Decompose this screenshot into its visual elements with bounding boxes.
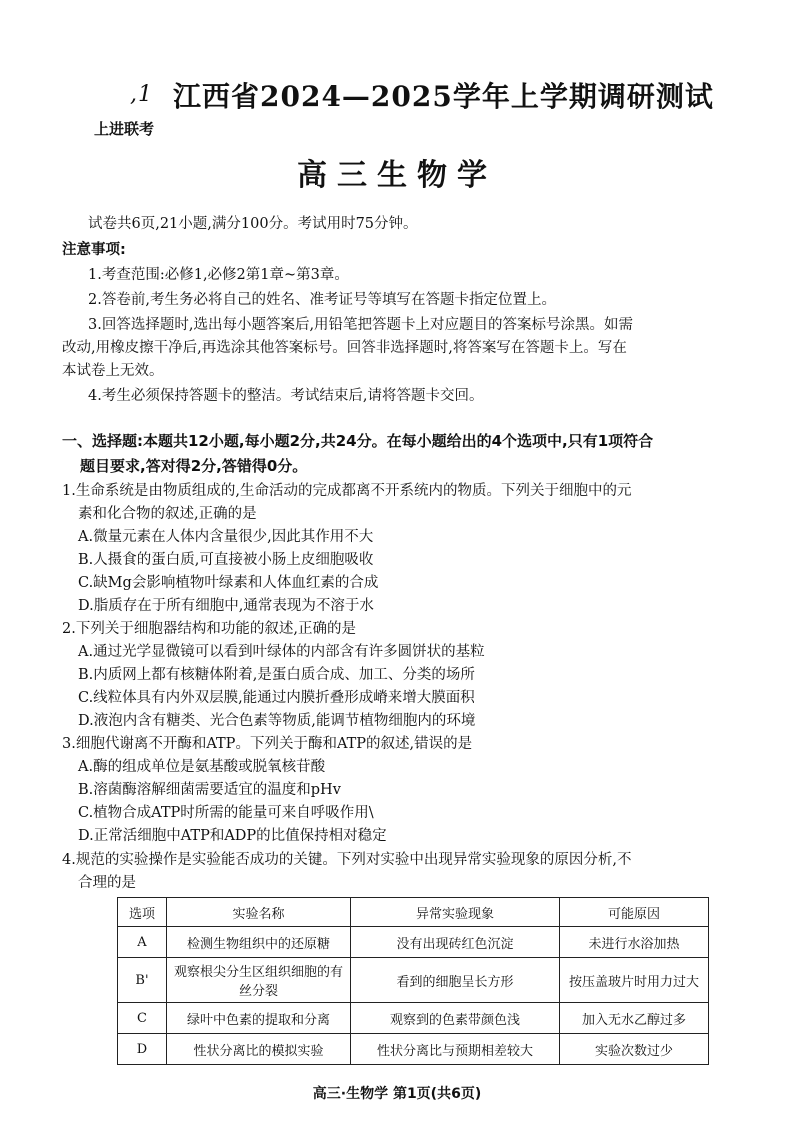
- experiment-table: [117, 897, 709, 1065]
- section-heading: 一、选择题:本题共12小题,每小题2分,共24分。在每小题给出的4个选项中,只有1项符合: [62, 432, 654, 450]
- table-cell: C: [118, 1003, 167, 1034]
- table-row: [118, 1034, 709, 1065]
- question-1-stem-cont: 素和化合物的叙述,正确的是: [78, 506, 257, 522]
- question-2-option-b: B.内质网上都有核糖体附着,是蛋白质合成、加工、分类的场所: [78, 667, 475, 683]
- subject-title: 高三生物学: [297, 158, 497, 193]
- column-header: 可能原因: [560, 898, 709, 927]
- question-3-stem: 3.细胞代谢离不开酶和ATP。下列关于酶和ATP的叙述,错误的是: [62, 736, 473, 752]
- notes-heading: 注意事项:: [62, 242, 126, 258]
- column-header: 实验名称: [167, 898, 351, 927]
- column-header: 选项: [118, 898, 167, 927]
- question-2-option-d: D.液泡内含有糖类、光合色素等物质,能调节植物细胞内的环境: [78, 713, 476, 729]
- table-cell: 观察根尖分生区组织细胞的有丝分裂: [167, 958, 351, 1003]
- note-item: 4.考生必须保持答题卡的整洁。考试结束后,请将答题卡交回。: [88, 388, 484, 404]
- intro-text: 试卷共6页,21小题,满分100分。考试用时75分钟。: [88, 216, 418, 232]
- table-cell: 性状分离比的模拟实验: [167, 1034, 351, 1065]
- question-1-option-c: C.缺Mg会影响植物叶绿素和人体血红素的合成: [78, 575, 379, 591]
- table-cell: 实验次数过少: [560, 1034, 709, 1065]
- exam-organization: 上进联考: [94, 120, 155, 138]
- table-cell: 检测生物组织中的还原糖: [167, 927, 351, 958]
- column-header: 异常实验现象: [351, 898, 560, 927]
- question-3-option-c: C.植物合成ATP时所需的能量可来自呼吸作用\: [78, 805, 374, 821]
- table-cell: 观察到的色素带颜色浅: [351, 1003, 560, 1034]
- question-3-option-d: D.正常活细胞中ATP和ADP的比值保持相对稳定: [78, 828, 387, 844]
- question-3-option-b: B.溶菌酶溶解细菌需要适宜的温度和pHv: [78, 782, 341, 798]
- table-cell: 按压盖玻片时用力过大: [560, 958, 709, 1003]
- question-4-stem-cont: 合理的是: [78, 875, 136, 891]
- table-header-row: [118, 898, 709, 927]
- note-item: 2.答卷前,考生务必将自己的姓名、准考证号等填写在答题卡指定位置上。: [88, 292, 556, 308]
- question-4-stem: 4.规范的实验操作是实验能否成功的关键。下列对实验中出现异常实验现象的原因分析,不: [62, 852, 632, 868]
- table-row: [118, 927, 709, 958]
- question-3-option-a: A.酶的组成单位是氨基酸或脱氧核苷酸: [78, 759, 326, 775]
- note-item: 本试卷上无效。: [62, 363, 164, 379]
- table-row: [118, 958, 709, 1003]
- question-1-option-d: D.脂质存在于所有细胞中,通常表现为不溶于水: [78, 598, 374, 614]
- table-cell: D: [118, 1034, 167, 1065]
- table-cell: 绿叶中色素的提取和分离: [167, 1003, 351, 1034]
- table-cell: 未进行水浴加热: [560, 927, 709, 958]
- question-1-stem: 1.生命系统是由物质组成的,生命活动的完成都离不开系统内的物质。下列关于细胞中的元: [62, 483, 632, 499]
- margin-marks: ,1: [130, 82, 153, 107]
- question-1-option-a: A.微量元素在人体内含量很少,因此其作用不大: [78, 529, 374, 545]
- page-footer: 高三·生物学 第1页(共6页): [312, 1086, 482, 1102]
- table-cell: 看到的细胞呈长方形: [351, 958, 560, 1003]
- question-2-stem: 2.下列关于细胞器结构和功能的叙述,正确的是: [62, 621, 356, 637]
- question-2-option-c: C.线粒体具有内外双层膜,能通过内膜折叠形成嵴来增大膜面积: [78, 690, 475, 706]
- table-cell: A: [118, 927, 167, 958]
- question-1-option-b: B.人摄食的蛋白质,可直接被小肠上皮细胞吸收: [78, 552, 374, 568]
- question-2-option-a: A.通过光学显微镜可以看到叶绿体的内部含有许多圆饼状的基粒: [78, 644, 485, 660]
- table-cell: B': [118, 958, 167, 1003]
- section-heading-cont: 题目要求,答对得2分,答错得0分。: [80, 457, 308, 475]
- note-item: 3.回答选择题时,选出每小题答案后,用铅笔把答题卡上对应题目的答案标号涂黑。如需: [88, 317, 634, 333]
- note-item: 1.考查范围:必修1,必修2第1章~第3章。: [88, 267, 349, 283]
- table-row: [118, 1003, 709, 1034]
- exam-title: 江西省2024—2025学年上学期调研测试: [173, 80, 714, 113]
- table-cell: 性状分离比与预期相差较大: [351, 1034, 560, 1065]
- table-cell: 加入无水乙醇过多: [560, 1003, 709, 1034]
- table-cell: 没有出现砖红色沉淀: [351, 927, 560, 958]
- note-item: 改动,用橡皮擦干净后,再选涂其他答案标号。回答非选择题时,将答案写在答题卡上。写在: [62, 340, 627, 356]
